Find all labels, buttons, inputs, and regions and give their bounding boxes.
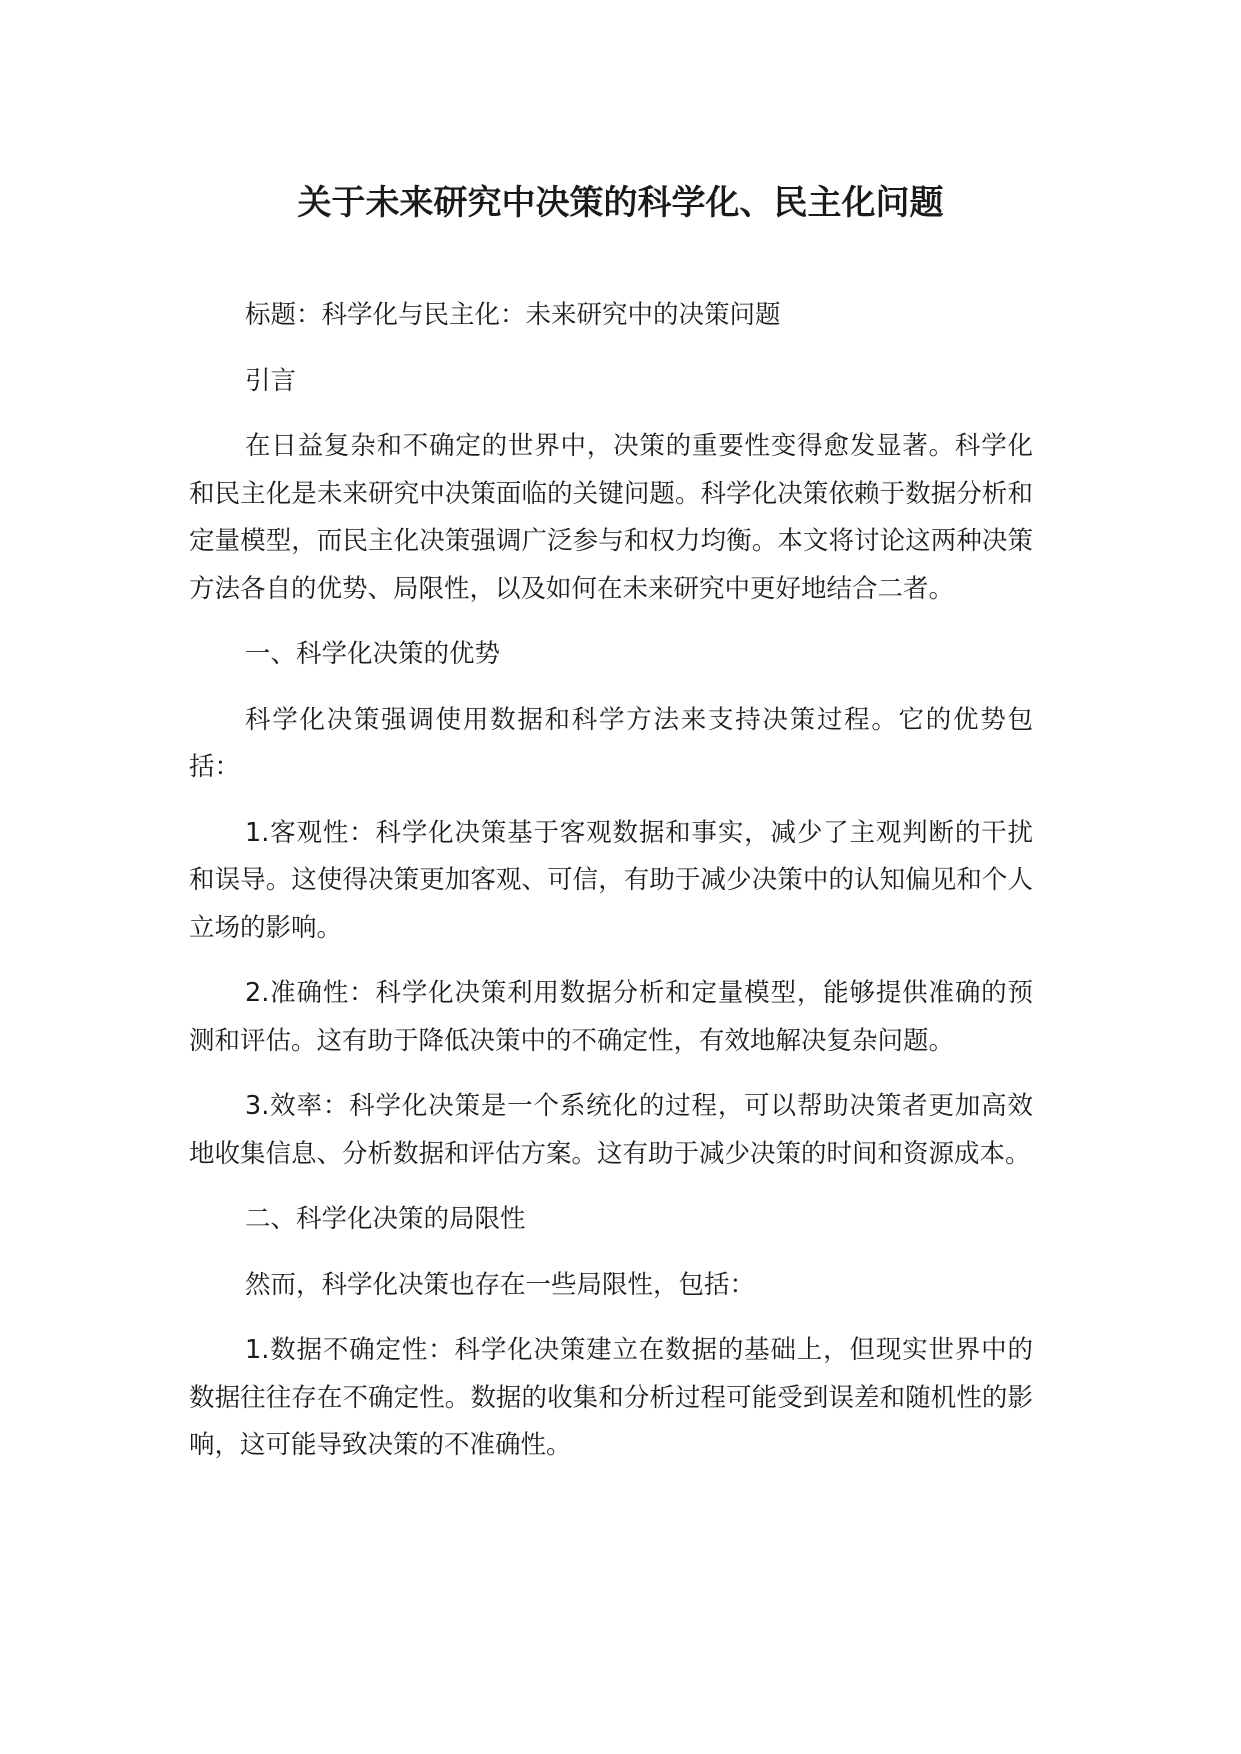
section-heading-introduction: 引言 (245, 365, 297, 396)
advantages-intro-paragraph: 科学化决策强调使用数据和科学方法来支持决策过程。它的优势包括： (189, 704, 1033, 782)
section-heading-limitations: 二、科学化决策的局限性 (245, 1204, 526, 1234)
document-body (189, 292, 1033, 1488)
advantage-item-efficiency: 3.效率：科学化决策是一个系统化的过程，可以帮助决策者更加高效地收集信息、分析数据和评估方案。这有助于减少决策的时间和资源成本。 (189, 1091, 1033, 1169)
section-heading-advantages: 一、科学化决策的优势 (245, 639, 501, 669)
limitation-item-data-uncertainty: 1.数据不确定性：科学化决策建立在数据的基础上，但现实世界中的数据往往存在不确定性。数据的收集和分析过程可能受到误差和随机性的影响，这可能导致决策的不准确性。 (189, 1335, 1033, 1460)
advantage-item-accuracy: 2.准确性：科学化决策利用数据分析和定量模型，能够提供准确的预测和评估。这有助于降低决策中的不确定性，有效地解决复杂问题。 (189, 978, 1033, 1056)
subtitle-paragraph: 标题：科学化与民主化：未来研究中的决策问题 (245, 300, 781, 330)
document-title: 关于未来研究中决策的科学化、民主化问题 (297, 183, 944, 223)
limitations-intro-paragraph: 然而，科学化决策也存在一些局限性，包括： (245, 1269, 756, 1300)
introduction-paragraph: 在日益复杂和不确定的世界中，决策的重要性变得愈发显著。科学化和民主化是未来研究中决策面临的关键问题。科学化决策依赖于数据分析和定量模型，而民主化决策强调广泛参与和权力均衡。本文将讨论这两种决策方法各自的优势、局限性，以及如何在未来研究中更好地结合二者。 (189, 431, 1033, 604)
advantage-item-objectivity: 1.客观性：科学化决策基于客观数据和事实，减少了主观判断的干扰和误导。这使得决策更加客观、可信，有助于减少决策中的认知偏见和个人立场的影响。 (189, 817, 1033, 943)
